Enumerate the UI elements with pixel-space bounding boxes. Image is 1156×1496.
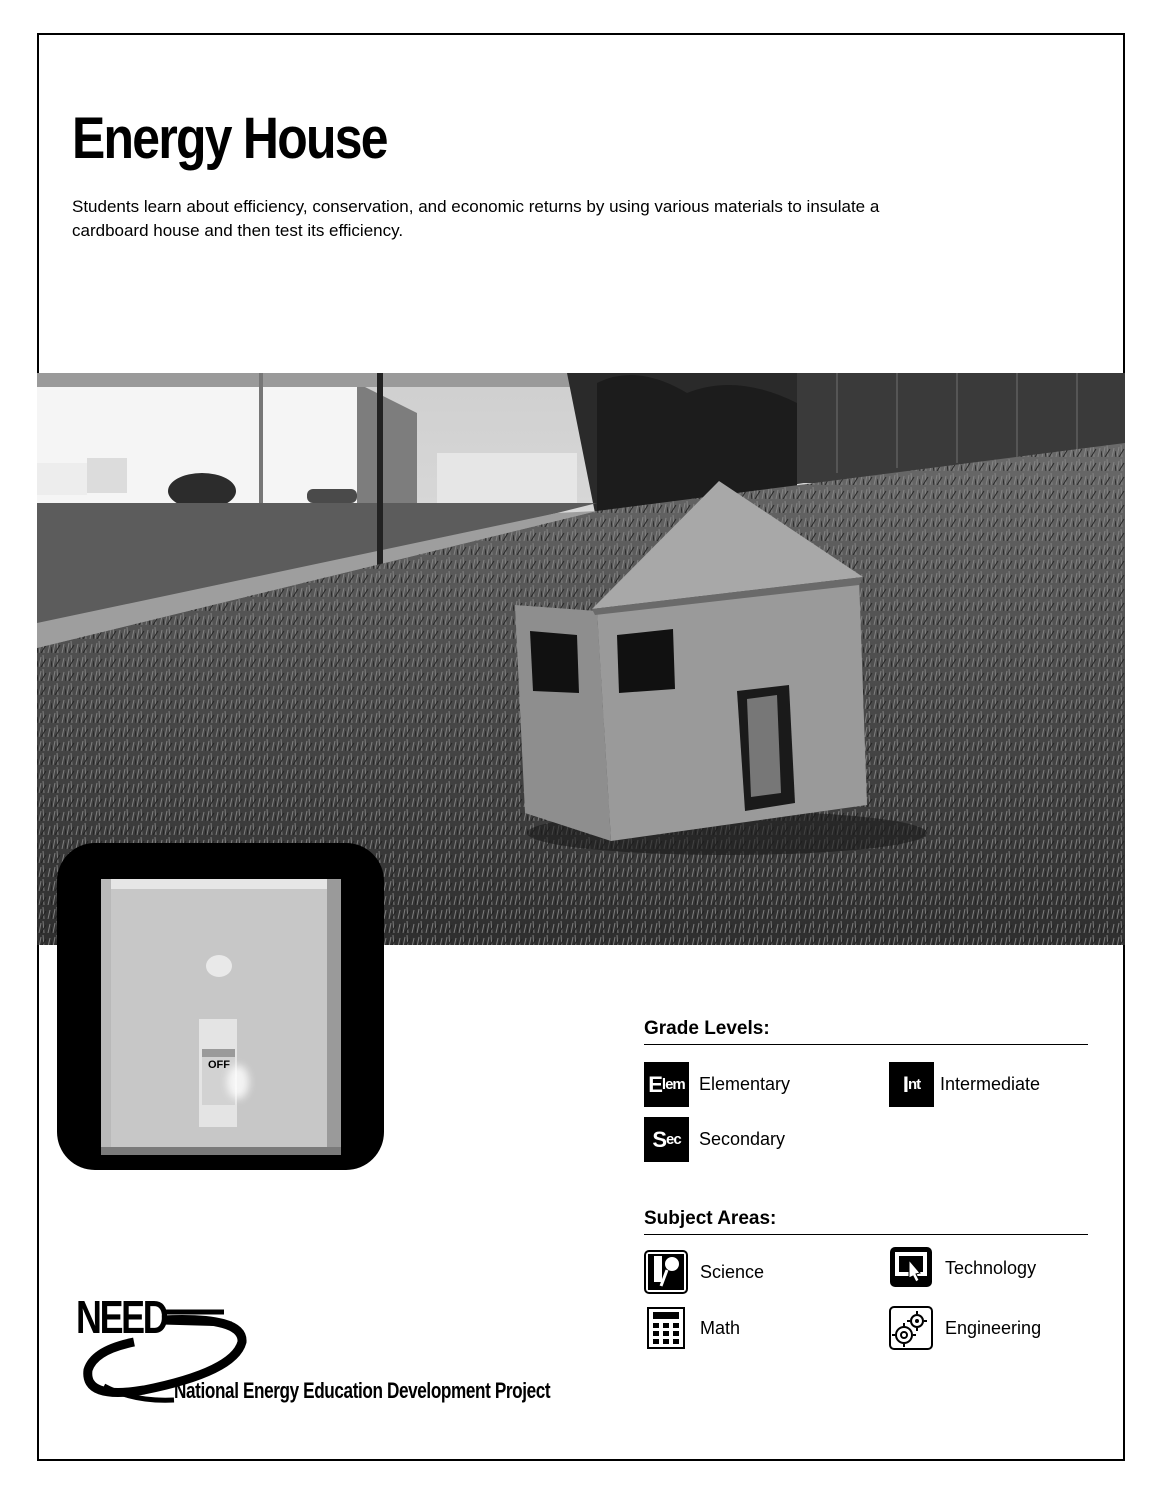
badge-initial: I (902, 1071, 908, 1097)
grade-level-label: Elementary (699, 1074, 791, 1094)
need-logo (74, 1290, 554, 1410)
switch-glow (227, 1065, 249, 1099)
grade-level-secondary (644, 1117, 785, 1162)
page-title: Energy House (72, 106, 387, 171)
subject-science (644, 1250, 764, 1294)
plate-bevel (327, 879, 341, 1155)
plate-bevel (101, 879, 341, 889)
screw-icon (206, 955, 232, 977)
plate-bevel (101, 879, 111, 1155)
badge-suffix: nt (907, 1076, 921, 1093)
subject-technology (889, 1246, 1036, 1290)
switch-off-label: OFF (208, 1059, 230, 1071)
subject-label: Science (700, 1261, 765, 1282)
subject-areas-heading: Subject Areas: (644, 1208, 1088, 1235)
science-icon (644, 1250, 688, 1294)
grade-level-label: Secondary (699, 1129, 786, 1149)
grade-level-intermediate (889, 1062, 1040, 1107)
logo-tagline: National Energy Education Development Project (174, 1378, 551, 1403)
grade-level-elementary (644, 1062, 790, 1107)
subject-engineering (889, 1306, 1041, 1350)
intermediate-badge-icon (889, 1062, 934, 1107)
badge-suffix: ec (666, 1131, 681, 1148)
technology-icon (889, 1246, 933, 1290)
grade-levels-heading: Grade Levels: (644, 1018, 1088, 1045)
math-icon (644, 1306, 688, 1350)
logo-acronym: NEED (76, 1291, 167, 1343)
page-subtitle: Students learn about efficiency, conservation, and economic returns by using various materials to insulate a cardboard house and then test its efficiency. (72, 197, 880, 240)
grade-level-label: Intermediate (940, 1074, 1041, 1094)
elementary-badge-icon (644, 1062, 689, 1107)
secondary-badge-icon (644, 1117, 689, 1162)
subject-math (644, 1306, 740, 1350)
subject-label: Engineering (945, 1317, 1042, 1338)
switch-plate (101, 879, 341, 1155)
subject-label: Math (700, 1317, 741, 1338)
badge-initial: S (652, 1126, 666, 1152)
plate-bevel (101, 1147, 341, 1155)
badge-suffix: lem (661, 1076, 685, 1093)
light-switch-graphic (57, 843, 384, 1170)
badge-initial: E (648, 1071, 662, 1097)
engineering-icon (889, 1306, 933, 1350)
subject-label: Technology (945, 1257, 1037, 1278)
